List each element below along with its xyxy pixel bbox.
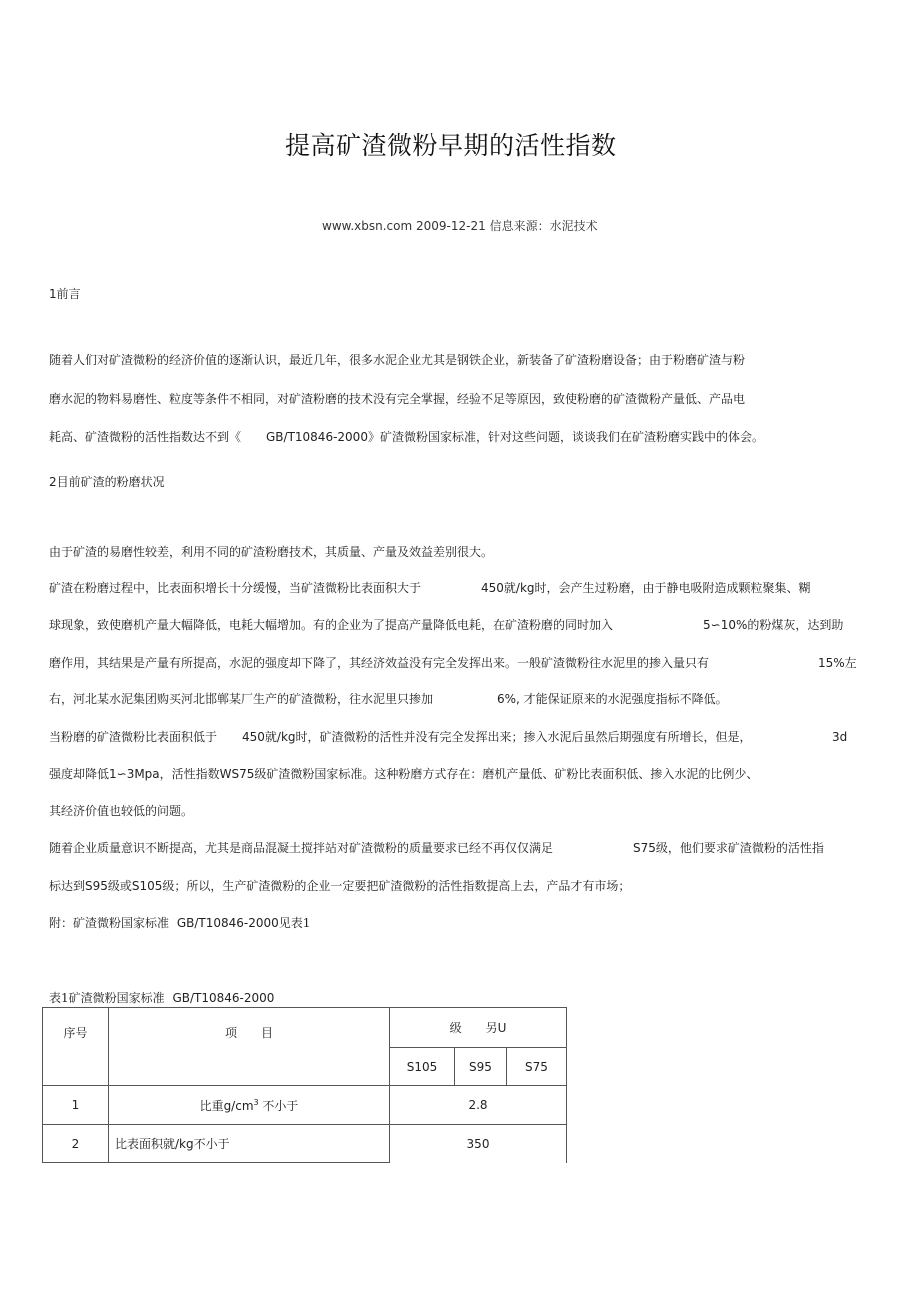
row-value: 350 xyxy=(390,1125,567,1163)
paragraph-line: 磨作用，其结果是产量有所提高，水泥的强度却下降了，其经济效益没有完全发挥出来。一般矿渣微粉往水泥里的掺入量只有 xyxy=(49,656,710,670)
paragraph-line: S75级，他们要求矿渣微粉的活性指 xyxy=(633,841,824,855)
paragraph-line: 耗高、矿渣微粉的活性指数达不到《 xyxy=(49,430,242,444)
paragraph-line: 450就/kg时，矿渣微粉的活性并没有完全发挥出来；掺入水泥后虽然后期强度有所增长，但是， xyxy=(242,730,752,744)
paragraph-line: 其经济价值也较低的问题。 xyxy=(49,804,194,818)
paragraph-line: 当粉磨的矿渣微粉比表面积低于 xyxy=(49,730,218,744)
row-item: 比表面积就/kg不小于 xyxy=(109,1125,390,1163)
header-grade: 级 另U xyxy=(390,1008,567,1048)
appendix-note: 附：矿渣微粉国家标准 GB/T10846-2000见表1 xyxy=(49,916,311,930)
paragraph-line: 强度却降低1∽3Mpa，活性指数WS75级矿渣微粉国家标准。这种粉磨方式存在：磨机产量低、矿粉比表面积低、掺入水泥的比例少、 xyxy=(49,767,759,781)
section-heading-1: 1前言 xyxy=(49,287,81,301)
paragraph-line: 矿渣在粉磨过程中，比表面积增长十分缓慢，当矿渣微粉比表面积大于 xyxy=(49,581,422,595)
paragraph-line: GB/T10846-2000》矿渣微粉国家标准，针对这些问题，谈谈我们在矿渣粉磨实践中的体会。 xyxy=(266,430,764,444)
row-value: 2.8 xyxy=(390,1086,567,1125)
page-title: 提高矿渣微粉早期的活性指数 xyxy=(285,131,617,160)
row-no: 2 xyxy=(43,1125,109,1163)
paragraph-line: 随着企业质量意识不断提高，尤其是商品混凝土搅拌站对矿渣微粉的质量要求已经不再仅仅满足 xyxy=(49,841,554,855)
grade-s75: S75 xyxy=(507,1048,567,1086)
paragraph-line: 5∽10%的粉煤灰，达到助 xyxy=(703,618,844,632)
section-heading-2: 2目前矿渣的粉磨状况 xyxy=(49,475,165,489)
paragraph-line: 磨水泥的物料易磨性、粒度等条件不相同，对矿渣粉磨的技术没有完全掌握，经验不足等原因，致使粉磨的矿渣微粉产量低、产品电 xyxy=(49,392,746,406)
table-row xyxy=(43,1125,567,1163)
row-no: 1 xyxy=(43,1086,109,1125)
paragraph-line: 右，河北某水泥集团购买河北邯郸某厂生产的矿渣微粉，往水泥里只掺加 xyxy=(49,692,434,706)
header-item: 项 目 xyxy=(109,1008,390,1086)
header-no: 序号 xyxy=(43,1008,109,1086)
standard-table xyxy=(42,1007,567,1163)
paragraph-line: 随着人们对矿渣微粉的经济价值的逐渐认识，最近几年，很多水泥企业尤其是钢铁企业，新装备了矿渣粉磨设备；由于粉磨矿渣与粉 xyxy=(49,353,746,367)
paragraph-line: 由于矿渣的易磨性较差，利用不同的矿渣粉磨技术，其质量、产量及效益差别很大。 xyxy=(49,545,494,559)
paragraph-line: 标达到S95级或S105级；所以，生产矿渣微粉的企业一定要把矿渣微粉的活性指数提高上去，产品才有市场； xyxy=(49,879,631,893)
table-caption: 表1矿渣微粉国家标准 GB/T10846-2000 xyxy=(49,991,275,1005)
row-item: 比重$g/cm^3$ 不小于 xyxy=(109,1086,390,1125)
meta-site-date: www.xbsn.com 2009-12-21 xyxy=(322,219,486,233)
paragraph-line: 450就/kg时，会产生过粉磨，由于静电吸附造成颗粒聚集、糊 xyxy=(481,581,811,595)
paragraph-line: 球现象，致使磨机产量大幅降低，电耗大幅增加。有的企业为了提高产量降低电耗，在矿渣粉磨的同时加入 xyxy=(49,618,614,632)
paragraph-line: 15%左 xyxy=(818,656,857,670)
grade-s105: S105 xyxy=(390,1048,455,1086)
paragraph-line: 3d xyxy=(832,730,848,744)
meta-source: 信息来源：水泥技术 xyxy=(489,219,598,233)
article-meta xyxy=(322,217,598,234)
grade-s95: S95 xyxy=(455,1048,507,1086)
paragraph-line: 6%, 才能保证原来的水泥强度指标不降低。 xyxy=(497,692,728,706)
table-row xyxy=(43,1086,567,1125)
